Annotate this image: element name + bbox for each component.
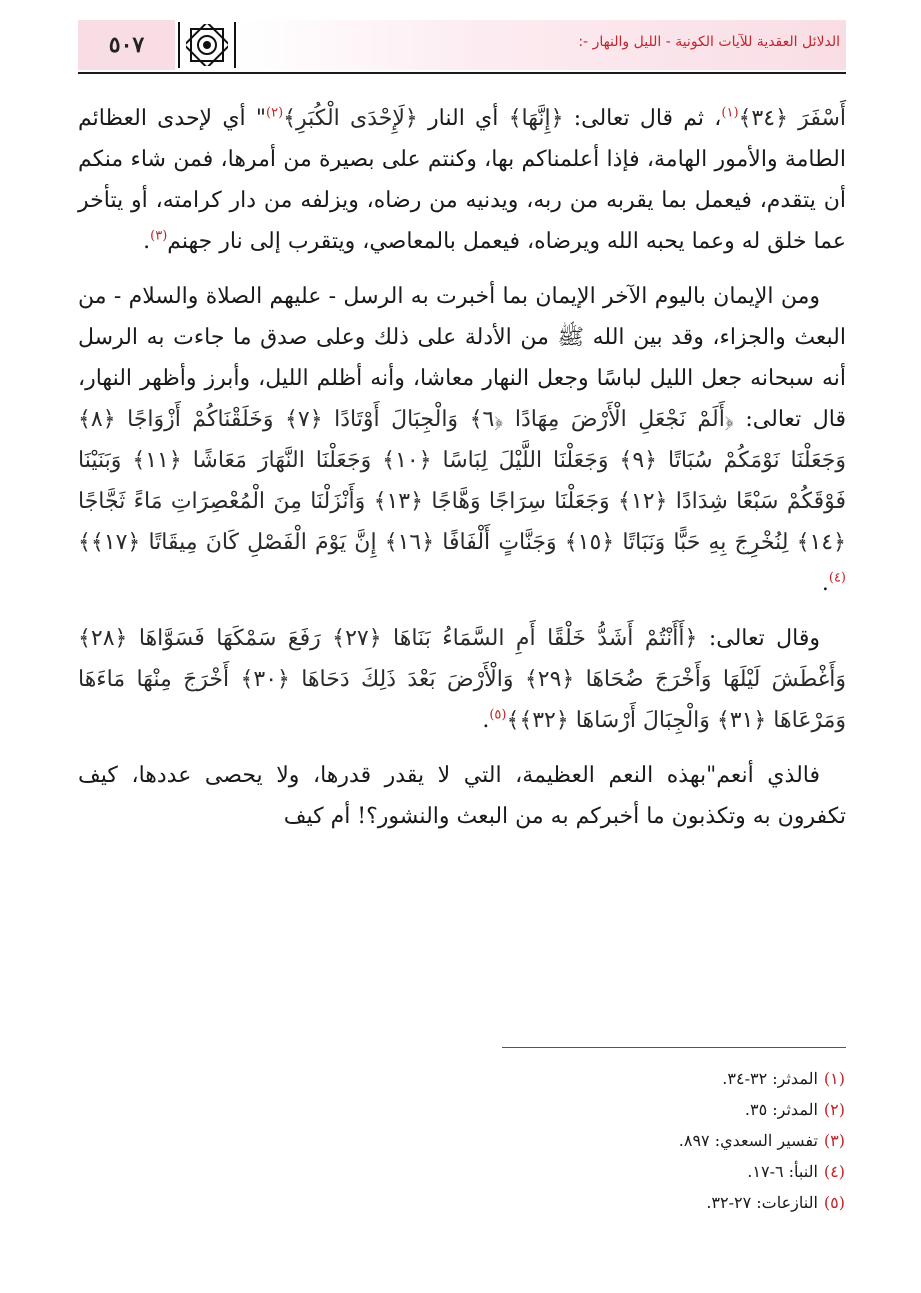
quran-text: ﴿لَإِحْدَى الْكُبَرِ﴾ [283,106,418,131]
footnote-number: (٤) [823,1162,845,1181]
footnote-number: (٣) [823,1131,845,1150]
footnotes-list [679,1063,845,1218]
footnote-number: (٢) [823,1100,845,1119]
footnote-ref[interactable]: (١) [721,105,739,121]
footnote-ref[interactable]: (٤) [828,570,846,586]
footnote-text: النازعات: ٢٧-٣٢. [706,1193,818,1212]
main-text [78,98,846,837]
footnote-item [679,1187,845,1218]
header-band [238,20,846,70]
footnote-item [679,1094,845,1125]
paragraph-4 [78,755,846,837]
running-title: الدلائل العقدية للآيات الكونية - الليل والنهار -: [578,34,840,50]
footnote-ref[interactable]: (٣) [150,228,168,244]
body-text: أي النار [417,106,509,131]
quran-text: أَسْفَرَ ﴿٣٤﴾ [738,106,846,131]
period: . [482,708,490,733]
footnote-ref[interactable]: (٢) [266,105,284,121]
paragraph-1 [78,98,846,262]
body-text: فالذي أنعم"بهذه النعم العظيمة، التي لا يقدر قدرها، ولا يحصى عددها، كيف تكفرون به وتكذبون ما أخبركم به من البعث والنشور؟! أم كيف [78,763,846,829]
period: . [143,229,151,254]
header-rule [78,72,846,74]
footnote-text: المدثر: ٣٢-٣٤. [722,1069,818,1088]
footnote-text: تفسير السعدي: ٨٩٧. [678,1131,818,1150]
footnote-separator [502,1047,846,1048]
footnote-number: (٥) [823,1193,845,1212]
body-text: ومن الإيمان باليوم الآخر الإيمان بما أخبرت به الرسل - عليهم الصلاة والسلام - من البعث والجزاء، وقد بين الله ﷺ من الأدلة على ذلك وعلى صدق ما جاءت به الرسل أنه سبحانه جعل الليل لباسًا وجعل النهار معاشا، وأنه أظلم الليل، وأبرز وأظهر النهار، قال تعالى: [78,284,846,432]
body-text: " أي لإحدى العظائم الطامة والأمور الهامة، فإذا أعلمناكم بها، وكنتم على بصيرة من أمرها، فمن شاء منكم أن يتقدم، فيعمل بما يقربه من ربه، ويدنيه من رضاه، ويزلفه من دار كرامته، أو يتأخر عما خلق له وعما يحبه الله ويرضاه، فيعمل بالمعاصي، ويتقرب إلى نار جهنم [78,106,846,254]
footnote-number: (١) [823,1069,845,1088]
geometric-ornament-icon [178,22,236,68]
body-text: ، ثم قال تعالى: [563,106,722,131]
footnote-item [679,1063,845,1094]
paragraph-2 [78,276,846,604]
quran-text: ﴿أَأَنْتُمْ أَشَدُّ خَلْقًا أَمِ السَّمَاءُ بَنَاهَا ﴿٢٧﴾ رَفَعَ سَمْكَهَا فَسَوَّاهَا ﴿٢٨﴾ وَأَغْطَشَ لَيْلَهَا وَأَخْرَجَ ضُحَاهَا ﴿٢٩﴾ وَالْأَرْضَ بَعْدَ ذَلِكَ دَحَاهَا ﴿٣٠﴾ أَخْرَجَ مِنْهَا مَاءَهَا وَمَرْعَاهَا ﴿٣١﴾ وَالْجِبَالَ أَرْسَاهَا ﴿٣٢﴾﴾ [78,626,847,733]
quran-text: ﴿إِنَّهَا﴾ [508,106,564,131]
page-header [78,20,846,70]
footnote-item [679,1125,845,1156]
quran-text: ﴿أَلَمْ نَجْعَلِ الْأَرْضَ مِهَادًا ﴿٦﴾ وَالْجِبَالَ أَوْتَادًا ﴿٧﴾ وَخَلَقْنَاكُمْ أَزْوَاجًا ﴿٨﴾ وَجَعَلْنَا نَوْمَكُمْ سُبَاتًا ﴿٩﴾ وَجَعَلْنَا اللَّيْلَ لِبَاسًا ﴿١٠﴾ وَجَعَلْنَا النَّهَارَ مَعَاشًا ﴿١١﴾ وَبَنَيْنَا فَوْقَكُمْ سَبْعًا شِدَادًا ﴿١٢﴾ وَجَعَلْنَا سِرَاجًا وَهَّاجًا ﴿١٣﴾ وَأَنْزَلْنَا مِنَ الْمُعْصِرَاتِ مَاءً ثَجَّاجًا ﴿١٤﴾ لِنُخْرِجَ بِهِ حَبًّا وَنَبَاتًا ﴿١٥﴾ وَجَنَّاتٍ أَلْفَافًا ﴿١٦﴾ إِنَّ يَوْمَ الْفَصْلِ كَانَ مِيقَاتًا ﴿١٧﴾﴾ [78,407,847,555]
paragraph-3 [78,618,846,741]
page-number: ٥٠٧ [108,32,145,58]
footnote-text: المدثر: ٣٥. [744,1100,818,1119]
body-text: وقال تعالى: [697,626,820,651]
page-number-box [78,20,175,70]
footnote-item [679,1156,845,1187]
period: . [821,571,829,596]
footnote-text: النبأ: ٦-١٧. [747,1162,818,1181]
footnote-ref[interactable]: (٥) [489,707,507,723]
